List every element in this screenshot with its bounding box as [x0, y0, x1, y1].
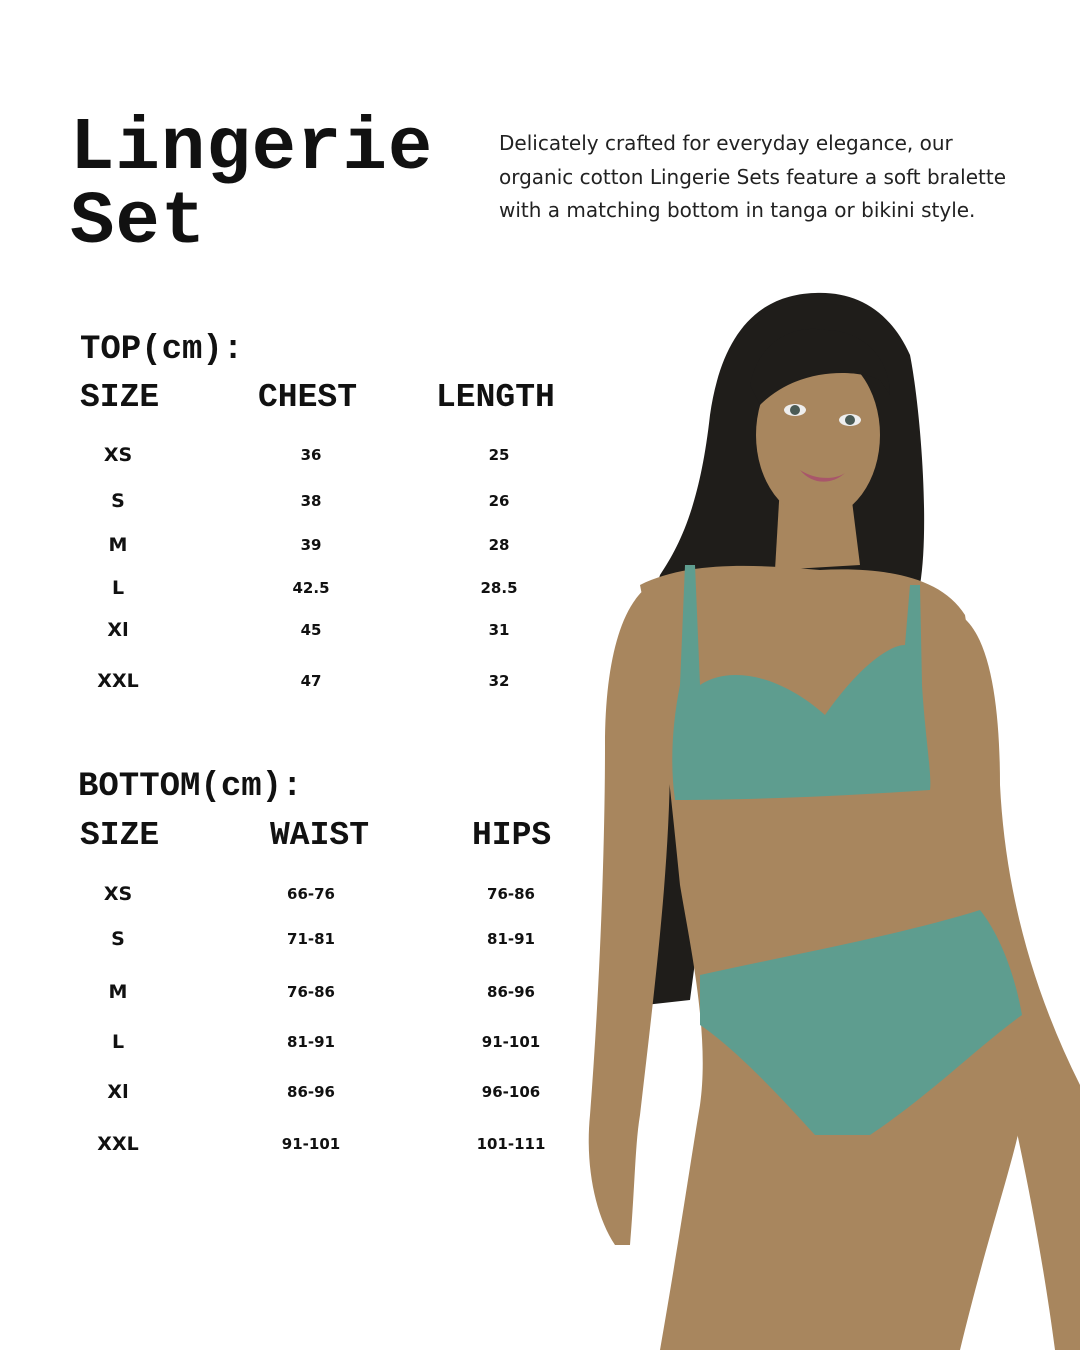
page-title: [70, 107, 434, 265]
bottom-col2-cell: 76-86: [287, 983, 335, 1001]
top-col3-cell: 25: [488, 446, 510, 464]
bottom-col2-cell: 81-91: [287, 1033, 335, 1051]
top-section-heading: TOP(cm):: [80, 331, 244, 369]
bottom-col3-cell: 91-101: [481, 1033, 541, 1051]
bottom-col2-cell: 66-76: [287, 885, 335, 903]
bottom-header-waist: WAIST: [270, 817, 370, 854]
top-col3-cell: 28.5: [480, 579, 518, 597]
title-line-1: Lingerie: [70, 107, 434, 191]
top-col3-cell: 32: [488, 672, 510, 690]
top-header-length: LENGTH: [436, 379, 555, 416]
bottom-size-cell: L: [111, 1031, 125, 1053]
bottom-col3-cell: 76-86: [487, 885, 535, 903]
top-col2-cell: 45: [300, 621, 322, 639]
bottom-col3-cell: 86-96: [487, 983, 535, 1001]
model-illustration: [560, 285, 1080, 1350]
top-col2-cell: 38: [300, 492, 322, 510]
top-col2-cell: 47: [300, 672, 322, 690]
product-description: Delicately crafted for everyday elegance, our organic cotton Lingerie Sets feature a soft bralette with a matching bottom in tanga or bikini style.: [499, 131, 1007, 222]
bottom-col2-cell: 71-81: [287, 930, 335, 948]
bottom-col2-cell: 86-96: [287, 1083, 335, 1101]
top-col3-cell: 31: [488, 621, 510, 639]
bottom-size-cell: S: [111, 928, 125, 950]
bottom-size-cell: Xl: [107, 1081, 129, 1103]
top-size-cell: XS: [103, 444, 133, 466]
top-header-chest: CHEST: [258, 379, 358, 416]
bottom-size-cell: XS: [103, 883, 133, 905]
bottom-size-cell: XXL: [97, 1133, 139, 1155]
bottom-section-heading: BOTTOM(cm):: [78, 768, 303, 806]
bottom-header-size: SIZE: [80, 817, 160, 854]
bottom-col3-cell: 101-111: [476, 1135, 546, 1153]
top-size-cell: S: [111, 490, 125, 512]
title-line-2: Set: [70, 181, 207, 265]
top-col2-cell: 39: [300, 536, 322, 554]
bottom-col3-cell: 96-106: [481, 1083, 541, 1101]
top-size-cell: M: [108, 534, 128, 556]
top-size-cell: Xl: [107, 619, 129, 641]
top-size-cell: XXL: [97, 670, 139, 692]
bottom-header-hips: HIPS: [472, 817, 552, 854]
top-header-size: SIZE: [80, 379, 160, 416]
bottom-col2-cell: 91-101: [281, 1135, 341, 1153]
top-col2-cell: 36: [300, 446, 322, 464]
top-col3-cell: 26: [488, 492, 510, 510]
top-col2-cell: 42.5: [292, 579, 330, 597]
top-col3-cell: 28: [488, 536, 510, 554]
top-size-cell: L: [111, 577, 125, 599]
bottom-col3-cell: 81-91: [487, 930, 535, 948]
bottom-size-cell: M: [108, 981, 128, 1003]
